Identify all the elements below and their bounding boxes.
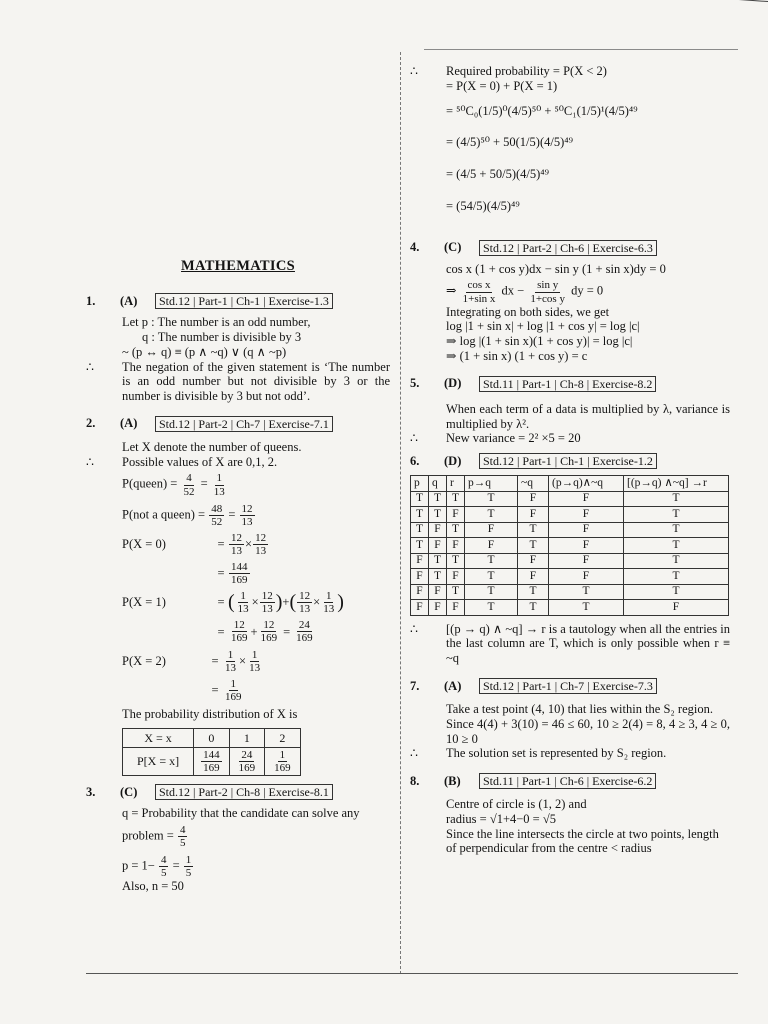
times-sign: × [313,595,321,610]
question-number: 8. [410,773,420,788]
table-cell: F [429,600,447,616]
table-cell: F [429,584,447,600]
table-cell: T [429,569,447,585]
table-cell: $\frac{1}{169}$ [265,747,301,775]
table-row [411,507,729,523]
answer-option: (C) [120,784,138,799]
reference-box: Std.12 | Part-1 | Ch-7 | Exercise-7.3 [479,678,657,694]
answer-option: (D) [444,453,462,468]
table-row [411,538,729,554]
question-7-header [410,678,730,694]
fraction: $\frac{12}{13}$ [299,590,311,616]
question-1-header [86,293,390,309]
therefore-symbol: ∴ [410,431,418,446]
table-header: r [447,476,465,492]
table-cell: T [447,522,465,538]
q8-line: Since the line intersects the circle at two points, length of perpendicular from the centre < radius [446,826,719,856]
table-cell: F [549,491,624,507]
fraction: $\frac{1}{169}$ [225,677,242,703]
equals-sign: = [217,537,225,552]
q7-conclusion [410,746,730,761]
math-row [122,561,390,586]
top-rule [424,49,738,50]
q3-line: = P(X = 0) + P(X = 1) [446,78,558,93]
distribution-table [122,728,301,776]
q7-line: Since 4(4) + 3(10) = 46 ≤ 60, 10 ≥ 2(4) = 8, 4 ≥ 3, 4 ≥ 0, 10 ≥ 0 [446,716,730,746]
table-row [411,553,729,569]
times-sign: × [245,537,253,552]
fraction: $\frac{1}{13}$ [249,648,261,674]
answer-option: (D) [444,376,462,391]
table-cell: T [465,507,518,523]
table-cell: F [429,522,447,538]
reference-box: Std.12 | Part-2 | Ch-7 | Exercise-7.1 [155,416,333,432]
table-cell: F [411,569,429,585]
table-cell: T [411,507,429,523]
table-cell: F [411,600,429,616]
equals-sign: = [228,507,236,522]
fraction: $\frac{12}{13}$ [241,502,253,528]
table-cell: T [518,600,549,616]
p-x0-block [122,532,390,703]
table-cell: T [429,553,447,569]
table-header: p→q [465,476,518,492]
equals-sign: = [217,624,225,639]
therefore-symbol: ∴ [86,454,94,469]
fraction: $\frac{1}{13}$ [323,590,335,616]
implies-symbol: ⇒ [446,283,457,298]
table-cell: T [518,538,549,554]
equals-sign: = [172,858,180,873]
q1-line: The negation of the given statement is ‘The number is an odd number but not divisible by 3 or the number is divisible by 3 but not odd’. [122,359,390,404]
answer-option: (A) [120,293,138,308]
q5-conclusion [410,431,730,446]
table-cell: T [429,491,447,507]
table-cell: T [624,522,729,538]
answer-option: (A) [120,416,138,431]
table-cell: T [624,491,729,507]
q8-line: Centre of circle is (1, 2) and [446,797,587,812]
fraction: $\frac{12}{13}$ [261,590,273,616]
table-cell: 2 [265,728,301,747]
page-heading: MATHEMATICS [181,258,295,274]
reference-box: Std.12 | Part-1 | Ch-1 | Exercise-1.2 [479,453,657,469]
table-cell: F [518,569,549,585]
table-cell: F [411,553,429,569]
question-number: 6. [410,453,420,468]
table-cell: T [624,538,729,554]
reference-box: Std.12 | Part-2 | Ch-6 | Exercise-6.3 [479,240,657,256]
q3-required-probability [410,64,730,79]
p-queen-line [122,472,390,497]
fraction: $\frac{24}{169}$ [296,619,313,645]
truth-table-body [411,491,729,615]
q6-line: [(p → q) ∧ ~q] → r is a tautology when all the entries in the last column are T, which is only possible when r ≡ ~q [446,621,730,666]
therefore-symbol: ∴ [410,746,418,761]
q3-line: p = 1− [122,858,155,873]
fraction: $\frac{1}{13}$ [213,472,225,498]
table-cell: F [465,522,518,538]
table-cell: F [549,507,624,523]
answer-option: (C) [444,240,462,255]
q1-line: q : The number is divisible by 3 [142,330,302,345]
table-header: ~q [518,476,549,492]
table-cell: F [447,538,465,554]
table-cell: T [465,600,518,616]
table-cell: F [624,600,729,616]
q4-line: ⇒ (1 + sin x) (1 + cos y) = c [446,348,588,363]
equals-sign: = [211,682,219,697]
fraction: $\frac{1}{13}$ [225,648,236,674]
q3-line: = ⁵⁰C₀(1/5)⁰(4/5)⁵⁰ + ⁵⁰C₁(1/5)¹(4/5)⁴⁹ [446,103,638,118]
table-cell: T [465,584,518,600]
table-row [123,747,301,775]
reference-box: Std.12 | Part-2 | Ch-8 | Exercise-8.1 [155,784,333,800]
table-cell: F [518,491,549,507]
table-cell: P[X = x] [123,747,194,775]
fraction: $\frac{12}{169}$ [231,619,248,645]
table-cell: T [411,522,429,538]
table-row [411,491,729,507]
answer-option: (B) [444,773,461,788]
table-cell: T [465,569,518,585]
table-row [411,600,729,616]
math-row [122,532,390,557]
table-cell: F [549,553,624,569]
truth-table [410,475,729,616]
p-x1-label: P(X = 1) [122,595,166,610]
q2-possible-values [86,455,390,470]
q7-line: The solution set is represented by S₂ region. [446,746,667,761]
q5-line: New variance = 2² ×5 = 20 [446,431,581,446]
q6-conclusion [410,622,730,666]
table-cell: F [518,553,549,569]
table-cell: F [447,569,465,585]
column-divider [400,52,401,974]
q3-line: = (4/5 + 50/5)(4/5)⁴⁹ [446,167,550,181]
q4-line: dx − [501,283,525,298]
table-cell: F [549,569,624,585]
p-queen-label: P(queen) = [122,476,178,491]
fraction: $\frac{1}{13}$ [237,590,249,616]
q4-line: dy = 0 [571,283,604,298]
fraction: $\frac{48}{52}$ [211,502,223,528]
question-8-header [410,773,730,789]
fraction: $\frac{4}{5}$ [179,823,186,850]
q4-line: log |1 + sin x| + log |1 + cos y| = log |c| [446,319,640,334]
q5-line: When each term of a data is multiplied by λ, variance is multiplied by λ². [446,401,730,431]
table-cell: F [465,538,518,554]
question-number: 1. [86,293,96,308]
table-cell: F [447,507,465,523]
table-cell: $\frac{144}{169}$ [194,747,230,775]
q4-separation-line [446,279,730,304]
left-column [86,258,390,894]
table-cell: T [624,584,729,600]
table-header: p [411,476,429,492]
therefore-symbol: ∴ [86,359,94,374]
equals-sign: = [217,566,225,581]
fraction: $\frac{12}{13}$ [231,531,242,557]
q3-line: Also, n = 50 [122,879,184,894]
right-column [410,52,730,856]
truth-table-header [411,476,729,492]
table-cell: F [549,522,624,538]
table-cell: T [411,491,429,507]
table-cell: F [549,538,624,554]
fraction: $\frac{1}{5}$ [185,854,192,880]
table-header: q [429,476,447,492]
table-cell: F [411,584,429,600]
times-sign: × [251,595,259,610]
table-row [123,728,301,747]
question-5-header [410,376,730,392]
fraction: $\frac{\text{cos x}}{\text{1+sin x}}$ [462,279,496,305]
question-6-header [410,453,730,469]
reference-box: Std.11 | Part-1 | Ch-8 | Exercise-8.2 [479,376,656,392]
table-header: (p→q)∧~q [549,476,624,492]
table-cell: T [447,491,465,507]
fraction: $\frac{\text{sin y}}{\text{1+cos y}}$ [530,279,565,305]
q4-line: cos x (1 + cos y)dx − sin y (1 + sin x)dy = 0 [446,261,666,276]
q1-line: ~ (p ↔ q) ≡ (p ∧ ~q) ∨ (q ∧ ~p) [122,344,287,359]
q8-line: radius = √1+4−0 = √5 [446,811,556,826]
equals-sign: = [211,653,219,668]
bottom-rule [86,973,738,974]
q4-line: Integrating on both sides, we get [446,304,610,319]
q7-line: Take a test point (4, 10) that lies within the S₂ region. [446,702,713,717]
table-cell: F [429,538,447,554]
question-2-header [86,416,390,432]
table-row [411,569,729,585]
equals-sign: = [217,595,225,610]
q3-line: q = Probability that the candidate can solve any [122,806,360,821]
q3-line: = (4/5)⁵⁰ + 50(1/5)(4/5)⁴⁹ [446,135,573,150]
corner-mark [738,0,768,5]
question-3-header [86,784,390,800]
answer-option: (A) [444,678,462,693]
question-4-header [410,240,730,256]
table-cell: T [624,569,729,585]
table-row [411,584,729,600]
table-cell: T [624,553,729,569]
equals-sign: = [200,476,208,491]
fraction: $\frac{144}{169}$ [231,560,248,587]
therefore-symbol: ∴ [410,64,418,78]
table-header: [(p→q) ∧~q] →r [624,476,729,492]
plus-sign: + [282,595,290,610]
table-cell: T [447,584,465,600]
p-not-queen-label: P(not a queen) = [122,507,206,522]
times-sign: × [239,653,247,668]
q2-line: Let X denote the number of queens. [122,439,302,454]
therefore-symbol: ∴ [410,621,418,636]
question-number: 4. [410,240,420,255]
question-number: 2. [86,416,96,431]
q3-line: Required probability = P(X < 2) [446,64,607,78]
table-cell: $\frac{24}{169}$ [229,747,265,775]
table-cell: T [411,538,429,554]
p-x2-label: P(X = 2) [122,653,166,668]
table-cell: T [549,584,624,600]
table-cell: 1 [229,728,265,747]
q2-line: The probability distribution of X is [122,706,298,721]
table-cell: F [447,600,465,616]
table-cell: T [518,522,549,538]
table-cell: T [624,507,729,523]
q3-continued [410,64,730,214]
reference-box: Std.11 | Part-1 | Ch-6 | Exercise-6.2 [479,773,656,789]
q1-conclusion [86,360,390,404]
fraction: $\frac{12}{169}$ [260,619,278,645]
table-cell: T [549,600,624,616]
table-cell: T [465,553,518,569]
table-cell: T [465,491,518,507]
question-number: 5. [410,376,420,391]
math-row: P(X = 1) = ( $\frac{1}{13}$ × $\frac{12}{13}$ ) + ( $\frac{12}{13}$ × $\frac{1}{13}$ ) [122,590,344,616]
math-row [122,619,390,644]
table-cell: 0 [194,728,230,747]
q4-line: ⇒ log |(1 + sin x)(1 + cos y)| = log |c| [446,334,633,349]
q3-line: = (54/5)(4/5)⁴⁹ [446,198,520,213]
plus-sign: + [250,624,258,639]
fraction: $\frac{4}{5}$ [160,854,167,880]
p-x0-label: P(X = 0) [122,537,166,552]
q3-p-line [122,854,390,879]
table-cell: T [518,584,549,600]
math-row [122,678,390,703]
q3-line: problem = [122,828,174,843]
q1-line: Let p : The number is an odd number, [122,315,311,330]
table-cell: T [429,507,447,523]
math-row [122,649,390,674]
fraction: $\frac{12}{13}$ [255,531,267,557]
table-cell: X = x [123,728,194,747]
table-cell: T [447,553,465,569]
equals-sign: = [283,624,291,639]
question-number: 3. [86,784,96,799]
q2-line: Possible values of X are 0,1, 2. [122,454,278,469]
question-number: 7. [410,678,420,693]
fraction: $\frac{4}{52}$ [183,472,195,498]
p-not-queen-line [122,503,390,528]
table-cell: F [518,507,549,523]
q3-problem-line [122,824,390,849]
table-row [411,522,729,538]
reference-box: Std.12 | Part-1 | Ch-1 | Exercise-1.3 [155,293,333,309]
